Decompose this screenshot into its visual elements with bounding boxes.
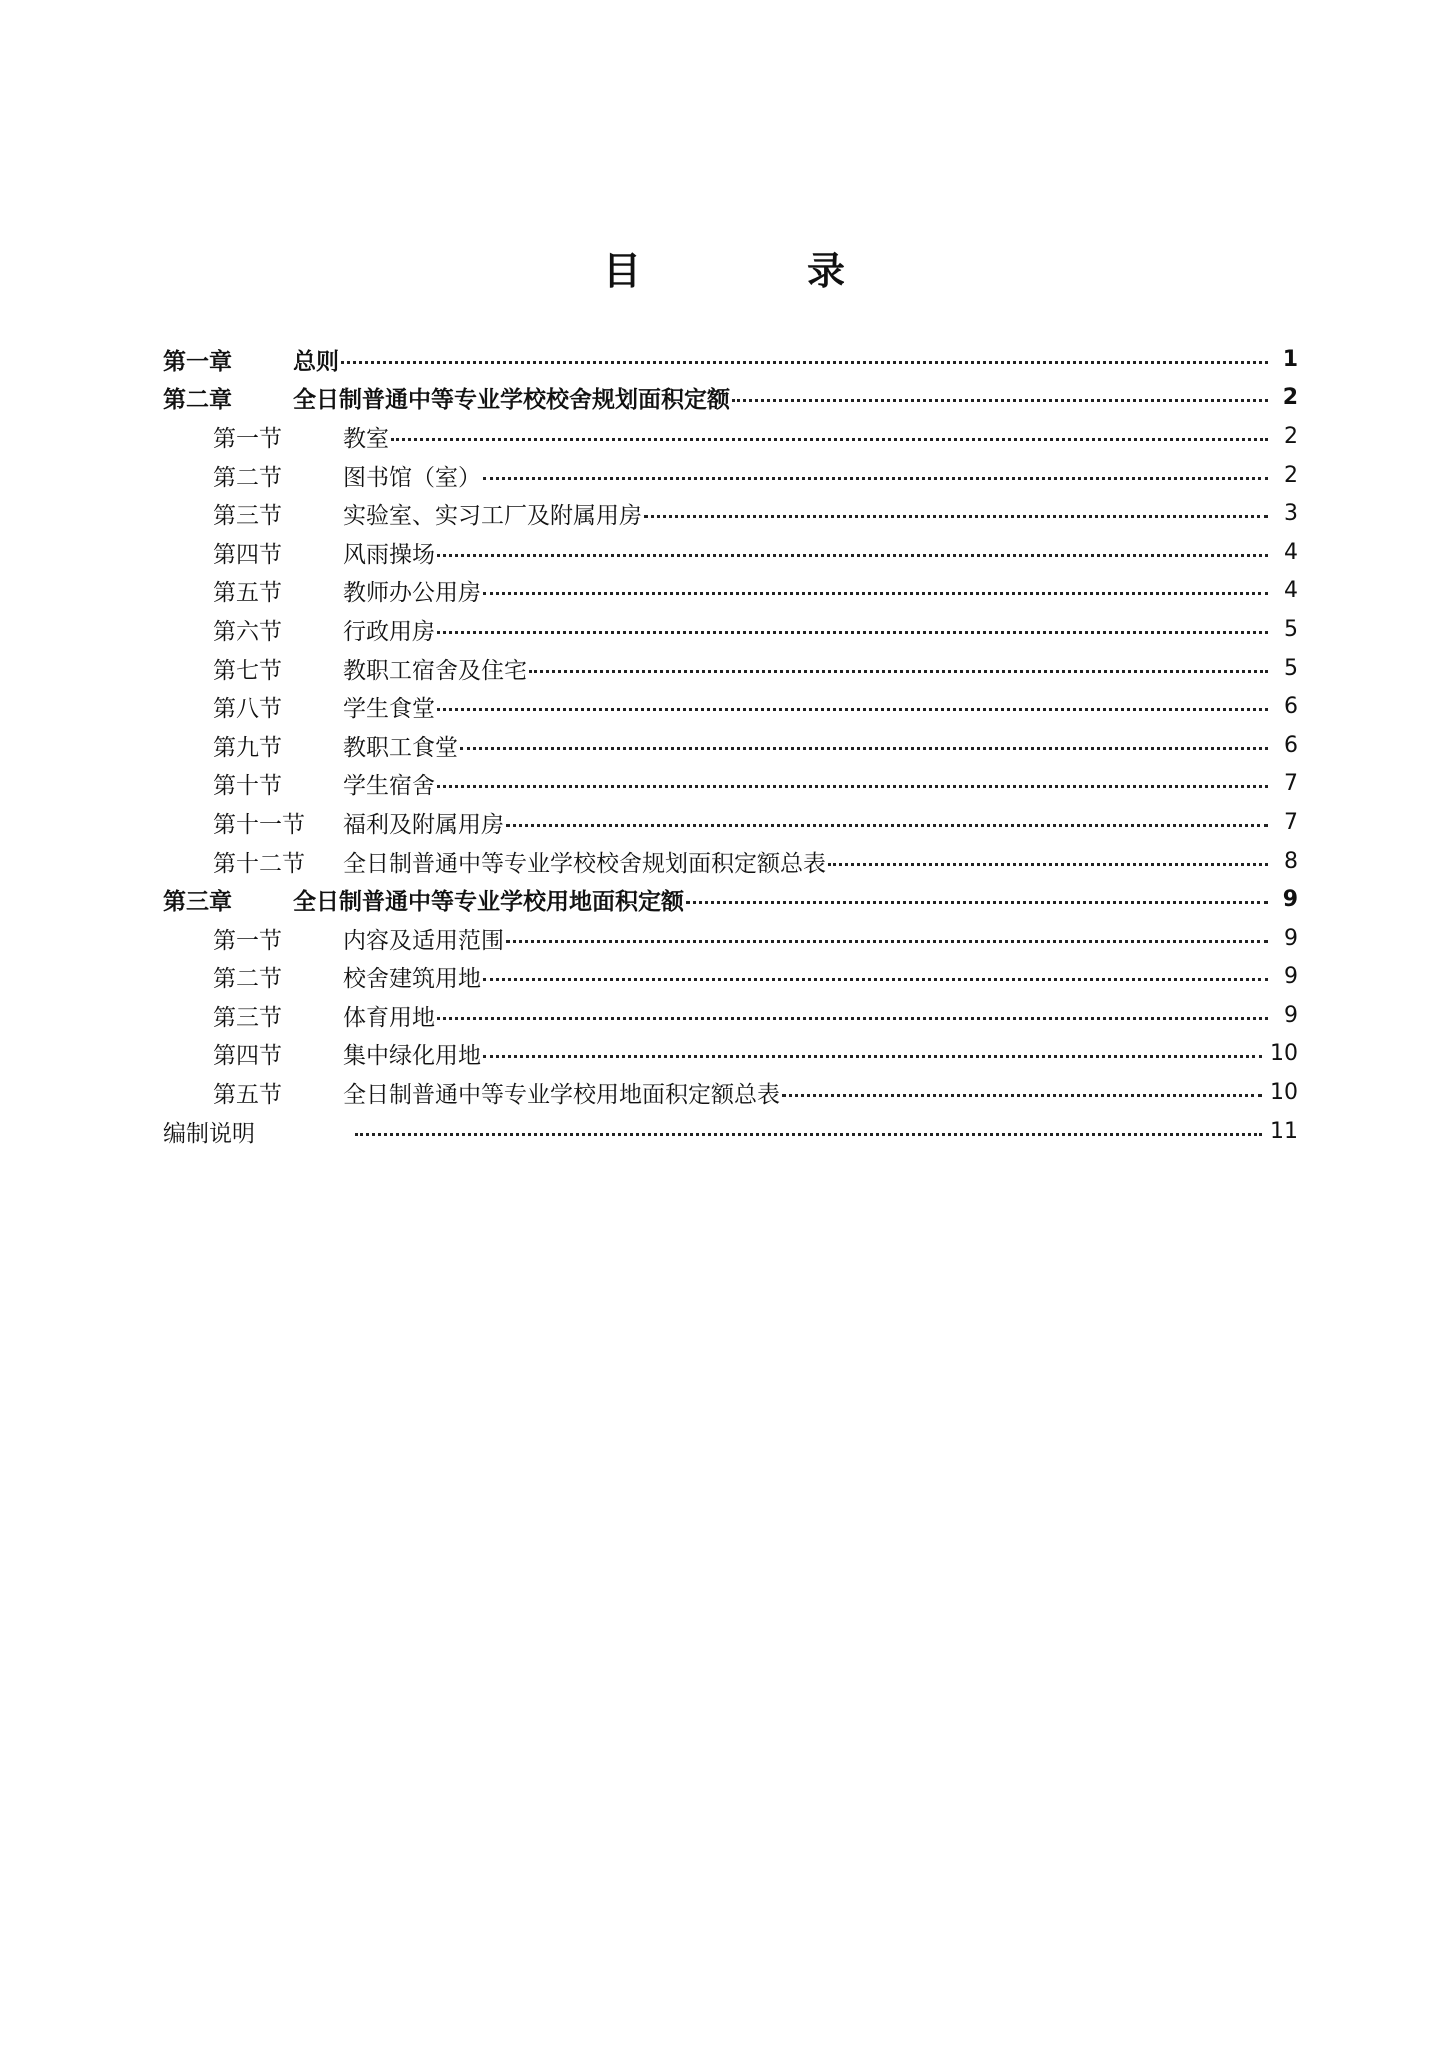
toc-page-number: 5 (1284, 616, 1298, 642)
toc-leader-dots (355, 1133, 1262, 1136)
toc-row-section[interactable] (163, 649, 1298, 688)
toc-row-section[interactable] (163, 842, 1298, 881)
toc-page-number: 2 (1284, 423, 1298, 449)
toc-label: 第十一节 (213, 811, 305, 838)
toc-entry-text: 校舍建筑用地 (343, 966, 481, 993)
toc-row-section[interactable] (163, 996, 1298, 1035)
toc-row-chapter[interactable] (163, 880, 1298, 919)
toc-leader-dots (437, 554, 1268, 557)
toc-entry-text: 教职工食堂 (343, 734, 458, 761)
toc-label: 第七节 (213, 657, 282, 684)
toc-entry-text: 福利及附属用房 (343, 811, 504, 838)
toc-label: 第九节 (213, 734, 282, 761)
toc-row-section[interactable] (163, 456, 1298, 495)
toc-page-number: 11 (1270, 1118, 1298, 1144)
toc-row-section[interactable] (163, 726, 1298, 765)
toc-page-number: 7 (1284, 771, 1298, 797)
toc-label: 第四节 (213, 1043, 282, 1070)
toc-page-number: 9 (1284, 964, 1298, 990)
toc-row-section[interactable] (163, 687, 1298, 726)
toc-label: 第二章 (163, 387, 232, 414)
toc-leader-dots (506, 824, 1268, 827)
toc-label: 编制说明 (163, 1120, 255, 1147)
toc-entry-text: 行政用房 (343, 618, 435, 645)
toc-leader-dots (437, 631, 1268, 634)
toc-label: 第一节 (213, 927, 282, 954)
toc-label: 第二节 (213, 966, 282, 993)
toc-leader-dots (828, 863, 1268, 866)
toc-leader-dots (644, 515, 1268, 518)
toc-row-section[interactable] (163, 1073, 1298, 1112)
toc-label: 第四节 (213, 541, 282, 568)
toc-page-number: 9 (1282, 887, 1298, 913)
toc-label: 第三节 (213, 1004, 282, 1031)
toc-entry-text: 内容及适用范围 (343, 927, 504, 954)
toc-label: 第五节 (213, 1082, 282, 1109)
toc-page-number: 9 (1284, 1002, 1298, 1028)
toc-page-number: 2 (1284, 462, 1298, 488)
toc-entry-text: 教职工宿舍及住宅 (343, 657, 527, 684)
toc-leader-dots (529, 670, 1268, 673)
toc-leader-dots (483, 592, 1268, 595)
toc-label: 第二节 (213, 464, 282, 491)
toc-label: 第八节 (213, 696, 282, 723)
toc-entry-text: 全日制普通中等专业学校校舍规划面积定额总表 (343, 850, 826, 877)
toc-leader-dots (437, 785, 1268, 788)
toc-label: 第十节 (213, 773, 282, 800)
toc-label: 第一节 (213, 425, 282, 452)
toc-label: 第六节 (213, 618, 282, 645)
toc-label: 第十二节 (213, 850, 305, 877)
toc-leader-dots (782, 1094, 1262, 1097)
toc-page-number: 8 (1284, 848, 1298, 874)
toc-entry-text: 集中绿化用地 (343, 1043, 481, 1070)
toc-leader-dots (483, 1055, 1262, 1058)
toc-leader-dots (483, 477, 1268, 480)
toc-row-section[interactable] (163, 572, 1298, 611)
toc-page-number: 10 (1270, 1080, 1298, 1106)
toc-row-section[interactable] (163, 533, 1298, 572)
toc-leader-dots (437, 708, 1268, 711)
toc-entry-text: 教师办公用房 (343, 580, 481, 607)
table-of-contents (163, 340, 1298, 1150)
toc-row-section[interactable] (163, 417, 1298, 456)
toc-row-section[interactable] (163, 1035, 1298, 1074)
toc-page-number: 3 (1284, 501, 1298, 527)
toc-row-chapter[interactable] (163, 340, 1298, 379)
toc-entry-text: 全日制普通中等专业学校校舍规划面积定额 (293, 387, 730, 414)
toc-entry-text: 体育用地 (343, 1004, 435, 1031)
toc-leader-dots (483, 978, 1268, 981)
page-title: 目 录 (602, 249, 909, 293)
toc-label: 第三节 (213, 503, 282, 530)
toc-entry-text: 教室 (343, 425, 389, 452)
toc-row-notes[interactable] (163, 1112, 1298, 1151)
toc-entry-text: 学生宿舍 (343, 773, 435, 800)
toc-leader-dots (460, 747, 1268, 750)
toc-entry-text: 图书馆（室） (343, 464, 481, 491)
toc-row-section[interactable] (163, 494, 1298, 533)
toc-row-section[interactable] (163, 919, 1298, 958)
toc-page-number: 4 (1284, 539, 1298, 565)
toc-leader-dots (506, 940, 1268, 943)
toc-entry-text: 学生食堂 (343, 696, 435, 723)
toc-leader-dots (437, 1017, 1268, 1020)
toc-page-number: 9 (1284, 925, 1298, 951)
toc-page-number: 6 (1284, 694, 1298, 720)
toc-page-number: 1 (1282, 346, 1298, 372)
toc-row-section[interactable] (163, 803, 1298, 842)
toc-page-number: 5 (1284, 655, 1298, 681)
toc-label: 第三章 (163, 889, 232, 916)
toc-row-chapter[interactable] (163, 379, 1298, 418)
toc-leader-dots (732, 399, 1268, 402)
toc-page-number: 2 (1282, 385, 1298, 411)
toc-page-number: 7 (1284, 809, 1298, 835)
toc-label: 第一章 (163, 348, 232, 375)
toc-entry-text: 实验室、实习工厂及附属用房 (343, 503, 642, 530)
toc-row-section[interactable] (163, 610, 1298, 649)
toc-entry-text: 总则 (293, 348, 339, 375)
toc-page-number: 10 (1270, 1041, 1298, 1067)
toc-row-section[interactable] (163, 958, 1298, 997)
toc-leader-dots (391, 438, 1268, 441)
toc-label: 第五节 (213, 580, 282, 607)
toc-page-number: 6 (1284, 732, 1298, 758)
toc-entry-text: 风雨操场 (343, 541, 435, 568)
toc-page-number: 4 (1284, 578, 1298, 604)
toc-entry-text: 全日制普通中等专业学校用地面积定额总表 (343, 1082, 780, 1109)
toc-entry-text: 全日制普通中等专业学校用地面积定额 (293, 889, 684, 916)
toc-leader-dots (686, 901, 1268, 904)
toc-leader-dots (341, 361, 1268, 364)
toc-row-section[interactable] (163, 765, 1298, 804)
